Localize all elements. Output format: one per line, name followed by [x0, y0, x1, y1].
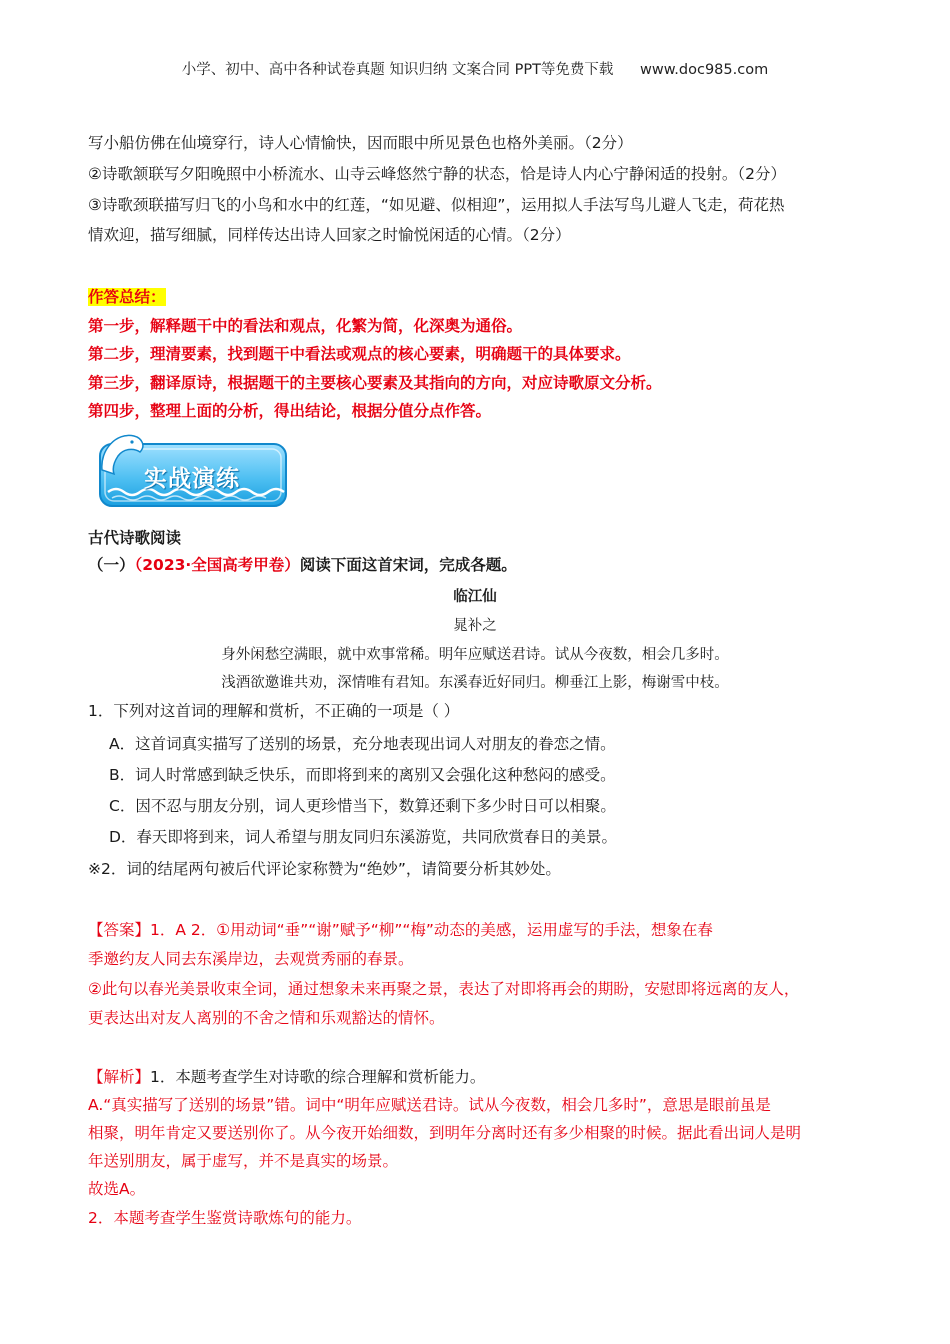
- answer-tag: 【答案】: [88, 921, 151, 939]
- summary-title: 作答总结：: [88, 288, 166, 306]
- analysis-line-2: A.“真实描写了送别的场景”错。词中“明年应赋送君诗。试从今夜数，相会几多时”，意思是眼前虽是: [88, 1096, 771, 1114]
- question-instruction: 阅读下面这首宋词，完成各题。: [299, 556, 517, 574]
- summary-step-1: 第一步，解释题干中的看法和观点，化繁为简，化深奥为通俗。: [88, 317, 523, 335]
- summary-step-3: 第三步，翻译原诗，根据题干的主要核心要素及其指向的方向，对应诗歌原文分析。: [88, 374, 662, 392]
- badge-label: 实战演练: [144, 466, 240, 492]
- continuation-line-1: 写小船仿佛在仙境穿行，诗人心情愉快，因而眼中所见景色也格外美丽。（2分）: [88, 134, 633, 152]
- question-prefix: （一）: [88, 556, 135, 574]
- analysis-line-1: [88, 1067, 485, 1087]
- question-header: [88, 555, 517, 575]
- continuation-line-4: 情欢迎，描写细腻，同样传达出诗人回家之时愉悦闲适的心情。（2分）: [88, 226, 571, 244]
- q1-option-c: C．因不忍与朋友分别，词人更珍惜当下，数算还剩下多少时日可以相聚。: [109, 797, 616, 815]
- continuation-line-2: ②诗歌颔联写夕阳晚照中小桥流水、山寺云峰悠然宁静的状态，恰是诗人内心宁静闲适的投射。（2分）: [88, 165, 787, 183]
- analysis-text-1: 1．本题考查学生对诗歌的综合理解和赏析能力。: [150, 1068, 486, 1086]
- poem-author: 晁补之: [453, 618, 497, 634]
- poem-line-1: 身外闲愁空满眼，就中欢事常稀。明年应赋送君诗。试从今夜数，相会几多时。: [221, 647, 729, 663]
- summary-step-4: 第四步，整理上面的分析，得出结论，根据分值分点作答。: [88, 402, 492, 420]
- continuation-line-3: ③诗歌颈联描写归飞的小鸟和水中的红莲，“如见避、似相迎”，运用拟人手法写鸟儿避人飞走，荷花热: [88, 196, 785, 214]
- q1-option-d: D．春天即将到来，词人希望与朋友同归东溪游览，共同欣赏春日的美景。: [109, 828, 617, 846]
- analysis-line-4: 年送别朋友，属于虚写，并不是真实的场景。: [88, 1152, 399, 1170]
- section-title: 古代诗歌阅读: [88, 529, 182, 547]
- summary-title-row: [88, 287, 166, 307]
- answer-line-4: 更表达出对友人离别的不舍之情和乐观豁达的情怀。: [88, 1009, 445, 1027]
- analysis-tag: 【解析】: [88, 1068, 151, 1086]
- poem-line-2: 浅酒欲邀谁共劝，深情唯有君知。东溪春近好同归。柳垂江上影，梅谢雪中枝。: [221, 675, 729, 691]
- q1-option-b: B．词人时常感到缺乏快乐，而即将到来的离别又会强化这种愁闷的感受。: [109, 766, 616, 784]
- q1-option-a: A．这首词真实描写了送别的场景，充分地表现出词人对朋友的眷恋之情。: [109, 735, 616, 753]
- answer-line-3: ②此句以春光美景收束全词，通过想象未来再聚之景，表达了对即将再会的期盼，安慰即将远离的友人，: [88, 980, 800, 998]
- q2-stem: ※2．词的结尾两句被后代评论家称赞为“绝妙”，请简要分析其妙处。: [88, 860, 561, 878]
- question-source: （2023·全国高考甲卷）: [134, 556, 300, 574]
- header-text: 小学、初中、高中各种试卷真题 知识归纳 文案合同 PPT等免费下载: [181, 62, 614, 78]
- poem-title: 临江仙: [453, 589, 497, 605]
- page-header: [0, 58, 950, 79]
- analysis-line-3: 相聚，明年肯定又要送别你了。从今夜开始细数，到明年分离时还有多少相聚的时候。据此看出词人是明: [88, 1124, 802, 1142]
- answer-text-1: 1．A 2．①用动词“垂”“谢”赋予“柳”“梅”动态的美感，运用虚写的手法，想象在春: [150, 921, 713, 939]
- answer-line-2: 季邀约友人同去东溪岸边，去观赏秀丽的春景。: [88, 950, 414, 968]
- header-url[interactable]: www.doc985.com: [640, 62, 769, 78]
- practice-badge: [94, 430, 290, 510]
- answer-line-1: [88, 920, 713, 940]
- summary-step-2: 第二步，理清要素，找到题干中看法或观点的核心要素，明确题干的具体要求。: [88, 345, 631, 363]
- q1-stem: 1．下列对这首词的理解和赏析，不正确的一项是（ ）: [88, 702, 460, 720]
- analysis-line-6: 2．本题考查学生鉴赏诗歌炼句的能力。: [88, 1209, 362, 1227]
- analysis-line-5: 故选A。: [88, 1180, 146, 1198]
